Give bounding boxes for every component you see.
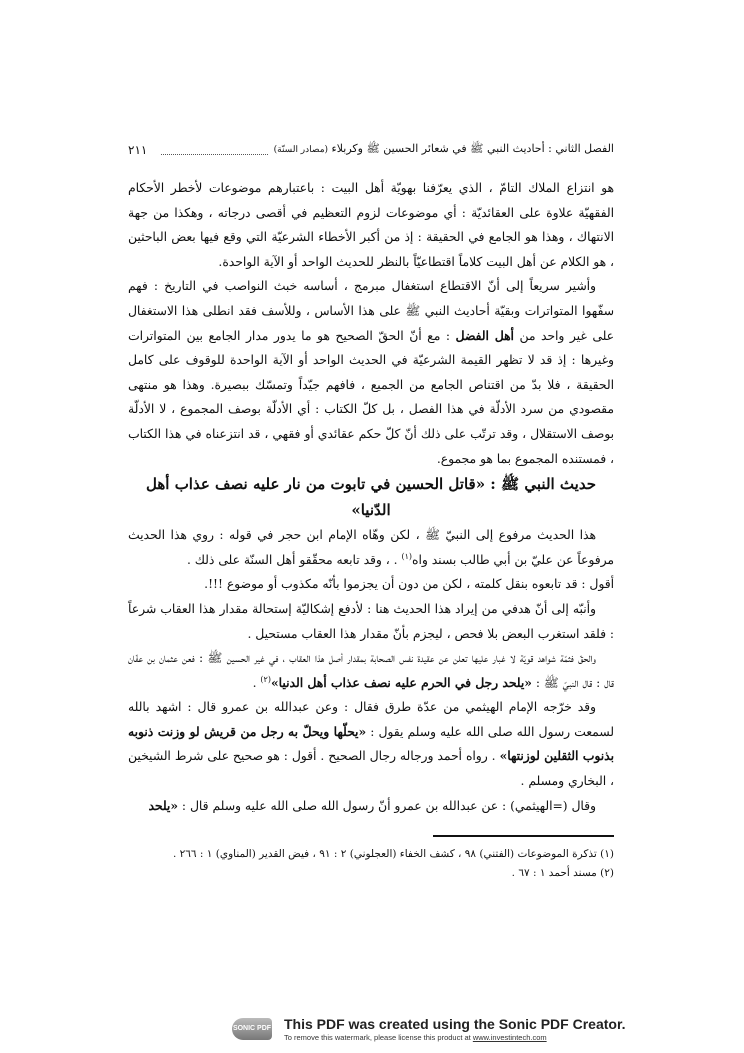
paragraph-6: والحقّ فثمّة شواهد قويّة لا غبار عليها تعلن عن عقيدة نفس الصحابة بمقدار أصل هذا العقاب ، في غير الحسين ﷺ : فعن عثمان بن عفّان قال : قال النبيّ ﷺ : «يلحد رجل في الحرم عليه نصف عذاب أهل الدنيا»$^{(٢)}$ . <box>128 651 614 690</box>
hadith-quote: «يلحد <box>148 797 179 813</box>
paragraph-4: أقول : قد تابعوه بنقل كلمته ، لكن من دون أن يجزموا بأنّه مكذوب أو موضوع !!!. <box>204 577 614 592</box>
hadith-quote: «يلحد رجل في الحرم عليه نصف عذاب أهل الدنيا» <box>270 674 532 690</box>
footnote-1: (١) تذكرة الموضوعات (الفتني) ٩٨ ، كشف الخفاء (العجلوني) ٢ : ٩١ ، فيض القدير (المناوي) ١ : ٢٦٦ . <box>172 848 614 860</box>
running-title-source: (مصادر السنّة) <box>273 145 329 155</box>
hadith-quote: «يحلّها ويحلّ به رجل من قريش لو وزنت ذنوبه بذنوب الثقلين لوزنتها» <box>128 723 614 764</box>
watermark-link[interactable]: www.investintech.com <box>472 1033 547 1042</box>
paragraph-7: وقد خرّجه الإمام الهيثمي من عدّة طرق فقال : وعن عبدالله بن عمرو قال : اشهد بالله لسمعت رسول الله صلى الله عليه وسلم يقول : «يحلّها ويحلّ به رجل من قريش لو وزنت ذنوبه بذنوب الثقلين لوزنتها» . رواه أحمد ورجاله رجال الصحيح . أقول : هو صحيح على شرط الشيخين ، البخاري ومسلم . <box>128 700 614 789</box>
paragraph-5: وأنبّه إلى أنّ هدفي من إيراد هذا الحديث هنا : لأدفع إشكاليّة إستحالة مقدار هذا العقاب شرعاً : فلقد استغرب البعض بلا فحص ، ليجزم بأنّ مقدار هذا العقاب مستحيل . <box>128 601 614 641</box>
bold-phrase: أهل الفضل <box>455 327 514 343</box>
watermark-line-1: This PDF was created using the Sonic PDF Creator. <box>284 1016 626 1032</box>
footnote-separator <box>433 835 614 837</box>
watermark <box>232 1016 626 1046</box>
running-title: الفصل الثاني : أحاديث النبي ﷺ في شعائر الحسين ﷺ وكربلاء (مصادر السنّة) <box>273 142 614 155</box>
running-header <box>128 140 614 160</box>
paragraph-2: وأشير سريعاً إلى أنّ الاقتطاع استغفال مبرمج ، أساسه خبث النواصب في التاريخ : فهم سفّهوا المتواترات وبقيّة أحاديث النبي ﷺ على هذا الأساس ، وللأسف فقد انطلى هذا الاستغفال على غير واحد من أهل الفضل : مع أنّ الحقّ الصحيح هو ما يدور مدار الجامع بين المتواترات وغيرها : إذ قد لا تظهر القيمة الشرعيّة في الحديث الواحد أو الآية الواحدة للوقوف على كامل الحقيقة ، فلا بدّ من اقتناص الجامع من الجميع ، فافهم جيّداً وتمسّك ببصيرة. وهذا هو منتهى مقصودي من سرد الأدلّة في هذا الفصل ، بل كلّ الكتاب : أي الأدلّة بوصف المجموع ، لا الأدلّة بوصف الاستقلال ، وقد ترتّب على ذلك أنّ كلّ حكم عقائدي أو فقهي ، قد انتزعناه في هذا الكتاب ، فمستنده المجموع بما هو مجموع. <box>128 279 614 466</box>
paragraph-3: هذا الحديث مرفوع إلى النبيّ ﷺ ، لكن وهّاه الإمام ابن حجر في قوله : روي هذا الحديث مرفوعاً عن عليّ بن أبي طالب بسند واه$^{(١)}$ . ، وقد تابعه محقّقو أهل السنّة على ذلك . <box>128 528 614 567</box>
footnote-2: (٢) مسند أحمد ١ : ٦٧ . <box>511 867 614 879</box>
page-number: ٢١١ <box>128 143 148 157</box>
footnote-ref-2[interactable]: (٢) <box>260 674 271 684</box>
main-text <box>128 176 614 818</box>
sonic-pdf-logo-icon: SONIC PDF <box>232 1018 272 1040</box>
section-heading: حديث النبي ﷺ : «قاتل الحسين في تابوت من نار عليه نصف عذاب أهل الدّنيا» <box>146 475 596 520</box>
header-dot-leader <box>161 145 267 155</box>
paragraph-8: وقال (=الهيثمي) : عن عبدالله بن عمرو أنّ رسول الله صلى الله عليه وسلم قال : «يلحد <box>148 797 596 813</box>
paragraph-1: هو انتزاع الملاك التامّ ، الذي يعرّفنا بهويّة أهل البيت : باعتبارهم موضوعات لأخطر الأحكام الفقهيّة علاوة على العقائديّة : أي موضوعات لزوم التعظيم في أقصى درجاته ، وهكذا من جهة الانتهاك ، وهذا هو الجامع في الحقيقة : إذ من أكبر الأخطاء الشرعيّة التي وقع فيها بعض الباحثين ، هو الكلام عن أهل البيت كلاماً اقتطاعيّاً بالنظر للحديث الواحد أو الآية الواحدة. <box>128 181 614 269</box>
footnote-ref-1[interactable]: (١) <box>401 551 412 561</box>
footnotes <box>128 845 614 883</box>
watermark-line-2: To remove this watermark, please license this product at www.investintech.com <box>284 1033 547 1042</box>
